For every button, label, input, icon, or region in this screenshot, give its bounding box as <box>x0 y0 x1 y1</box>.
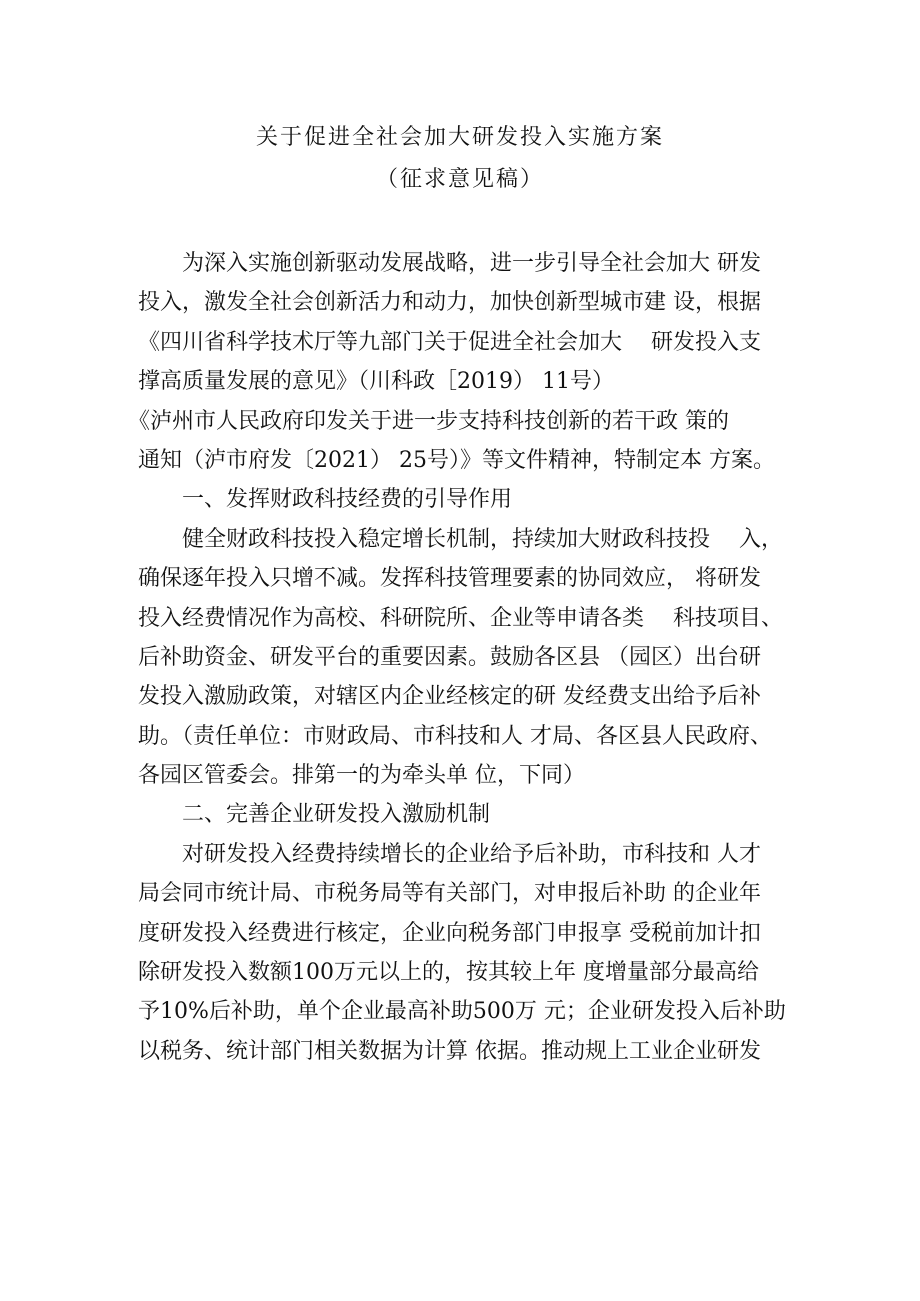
section-heading: 一、发挥财政科技经费的引导作用 <box>182 487 513 513</box>
paragraph-line: 度研发投入经费进行核定，企业向税务部门申报享 受税前加计扣 <box>138 920 761 946</box>
paragraph-line: 局会同市统计局、市税务局等有关部门，对申报后补助 的企业年 <box>138 881 761 907</box>
paragraph-line: 撑高质量发展的意见》（川科政［2019） 11号） <box>138 369 614 395</box>
paragraph-line: 助。（责任单位：市财政局、市科技和人 才局、各区县人民政府、 <box>138 723 772 749</box>
paragraph-line: 予10%后补助，单个企业最高补助500万 元；企业研发投入后补助 <box>138 999 786 1025</box>
paragraph-line: 为深入实施创新驱动发展战略，进一步引导全社会加大 研发 <box>182 251 761 276</box>
paragraph-line: 除研发投入数额100万元以上的，按其较上年 度增量部分最高给 <box>138 960 759 986</box>
paragraph-line: 后补助资金、研发平台的重要因素。鼓励各区县 （园区）出台研 <box>138 644 761 670</box>
paragraph-line: 对研发投入经费持续增长的企业给予后补助，市科技和 人才 <box>182 841 761 867</box>
paragraph-line: 确保逐年投入只增不减。发挥科技管理要素的协同效应， 将研发 <box>138 566 761 592</box>
document-body <box>128 244 798 1071</box>
paragraph-line: 以税务、统计部门相关数据为计算 依据。推动规上工业企业研发 <box>138 1038 761 1064</box>
paragraph-line: 通知（泸市府发〔2021） 25号）》等文件精神，特制定本 方案。 <box>138 447 775 473</box>
paragraph-line: 各园区管委会。排第一的为牵头单 位，下同） <box>138 763 585 789</box>
paragraph-line: 投入经费情况作为高校、科研院所、企业等申请各类 科技项目、 <box>138 605 783 631</box>
paragraph-line: 投入，激发全社会创新活力和动力，加快创新型城市建 设，根据 <box>138 290 761 316</box>
paragraph-line: 发投入激励政策，对辖区内企业经核定的研 发经费支出给予后补 <box>138 684 761 710</box>
document-title: 关于促进全社会加大研发投入实施方案 <box>255 125 664 150</box>
paragraph-line: 《四川省科学技术厅等九部门关于促进全社会加大 研发投入支 <box>138 329 761 355</box>
paragraph-line: 健全财政科技投入稳定增长机制，持续加大财政科技投 入， <box>182 526 783 552</box>
document-subtitle: （征求意见稿） <box>375 167 544 192</box>
section-heading: 二、完善企业研发投入激励机制 <box>182 802 491 828</box>
paragraph-line: 《泸州市人民政府印发关于进一步支持科技创新的若干政 策的 <box>128 408 729 434</box>
